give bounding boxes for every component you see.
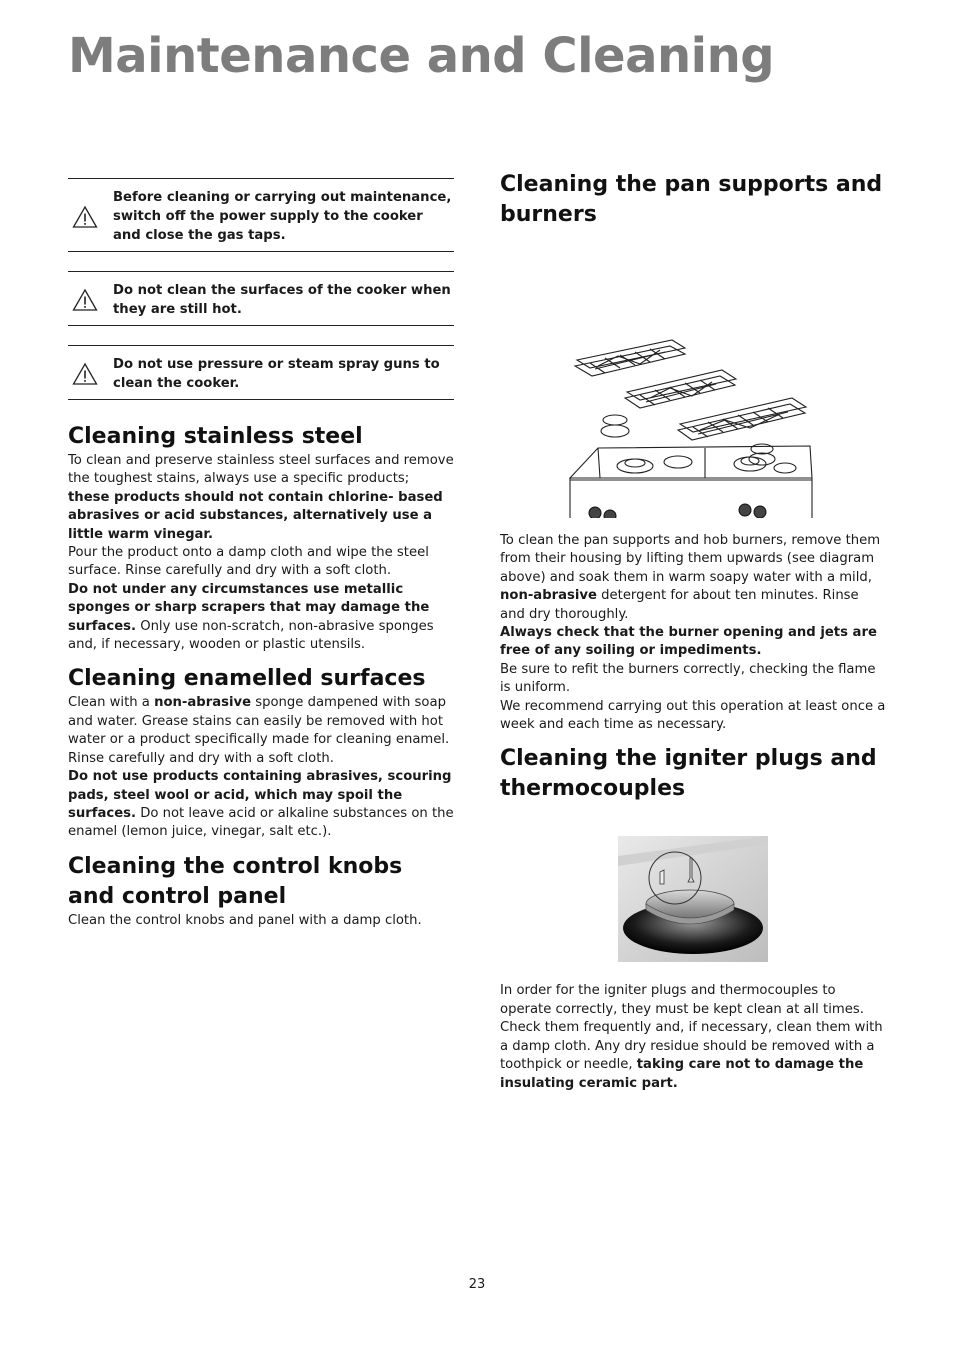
section-control-knobs bbox=[68, 852, 454, 930]
warning-triangle-icon bbox=[68, 205, 113, 229]
paragraph bbox=[500, 624, 886, 661]
warning-box bbox=[68, 178, 454, 252]
bold-text: non-abrasive bbox=[154, 695, 252, 711]
section-igniter-plugs bbox=[500, 744, 886, 1092]
igniter-plug bbox=[660, 870, 664, 884]
section-heading: Cleaning stainless steel bbox=[68, 424, 363, 449]
warning-text: Before cleaning or carrying out maintenance, switch off the power supply to the cooker and close the gas taps. bbox=[113, 190, 452, 243]
pan-support-grate bbox=[575, 340, 685, 376]
bold-text: Do not under any circumstances use metallic sponges or sharp scrapers that may damage the surfaces. bbox=[68, 581, 430, 634]
section-stainless-steel bbox=[68, 422, 454, 654]
text-run: detergent for about ten minutes. Rinse and dry thoroughly. bbox=[500, 588, 859, 622]
paragraph bbox=[500, 982, 886, 1092]
warning-triangle-icon bbox=[68, 362, 113, 386]
text-run: To clean the pan supports and hob burners, remove them from their housing by lifting them upwards (see diagram above) and soak them in warm soapy water with a mild, bbox=[500, 533, 881, 585]
section-heading: Cleaning enamelled surfaces bbox=[68, 666, 426, 692]
paragraph bbox=[68, 581, 454, 655]
hob-exploded-diagram bbox=[500, 248, 886, 518]
pan-support-grate bbox=[678, 398, 806, 440]
bold-text: Do not use products containing abrasives, scouring pads, steel wool or acid, which may spoil the surfaces. bbox=[68, 769, 452, 821]
paragraph: Be sure to refit the burners correctly, checking the flame is uniform. bbox=[500, 661, 876, 696]
section-pan-supports bbox=[500, 170, 886, 734]
text-run: To clean and preserve stainless steel surfaces and remove the toughest stains, always use a specific products; bbox=[68, 453, 454, 487]
page-title: Maintenance and Cleaning bbox=[68, 28, 775, 84]
bold-text: these products should not contain chlorine- based abrasives or acid substances, alternatively use a little warm vinegar. bbox=[68, 489, 443, 542]
text-run: Clean with a bbox=[68, 695, 155, 711]
paragraph bbox=[68, 452, 454, 544]
text-run: Do not leave acid or alkaline substances on the enamel (lemon juice, vinegar, salt etc.). bbox=[68, 805, 454, 840]
section-heading: Cleaning the control knobs and control panel bbox=[68, 853, 403, 909]
warning-box bbox=[68, 271, 454, 326]
paragraph bbox=[68, 768, 454, 842]
warning-triangle-icon bbox=[68, 288, 113, 312]
warning-text: Do not use pressure or steam spray guns to clean the cooker. bbox=[113, 357, 440, 391]
bold-text: taking care not to damage the insulating ceramic part. bbox=[500, 1057, 864, 1091]
section-enamelled-surfaces bbox=[68, 664, 454, 841]
page-number: 23 bbox=[468, 1277, 486, 1292]
section-heading: Cleaning the igniter plugs and thermocouples bbox=[500, 746, 877, 802]
text-run: sponge dampened with soap and water. Grease stains can easily be removed with hot water or a product specifically made for cleaning enamel. Rinse carefully and dry with a soft cloth. bbox=[68, 695, 450, 766]
text-run: Only use non-scratch, non-abrasive sponges and, if necessary, wooden or plastic utensils. bbox=[68, 618, 434, 653]
warning-text: Do not clean the surfaces of the cooker when they are still hot. bbox=[113, 283, 451, 317]
text-run: In order for the igniter plugs and thermocouples to operate correctly, they must be kept clean at all times. Check them frequently and, if necessary, clean them with a damp cloth. Any dry residue should be removed with a toothpick or needle, bbox=[500, 983, 883, 1073]
pan-support-grate bbox=[625, 370, 736, 408]
left-column bbox=[68, 178, 454, 940]
bold-text: non-abrasive bbox=[500, 588, 597, 604]
paragraph: We recommend carrying out this operation at least once a week and each time as necessary. bbox=[500, 698, 886, 733]
burner-igniter-photo bbox=[618, 836, 768, 962]
paragraph: Pour the product onto a damp cloth and wipe the steel surface. Rinse carefully and dry with a soft cloth. bbox=[68, 545, 429, 579]
paragraph: Clean the control knobs and panel with a damp cloth. bbox=[68, 912, 422, 928]
right-column bbox=[500, 170, 886, 1103]
warning-box bbox=[68, 345, 454, 400]
bold-text: Always check that the burner opening and jets are free of any soiling or impediments. bbox=[500, 625, 877, 659]
paragraph bbox=[500, 532, 886, 624]
section-heading: Cleaning the pan supports and burners bbox=[500, 172, 883, 227]
paragraph bbox=[68, 694, 454, 768]
